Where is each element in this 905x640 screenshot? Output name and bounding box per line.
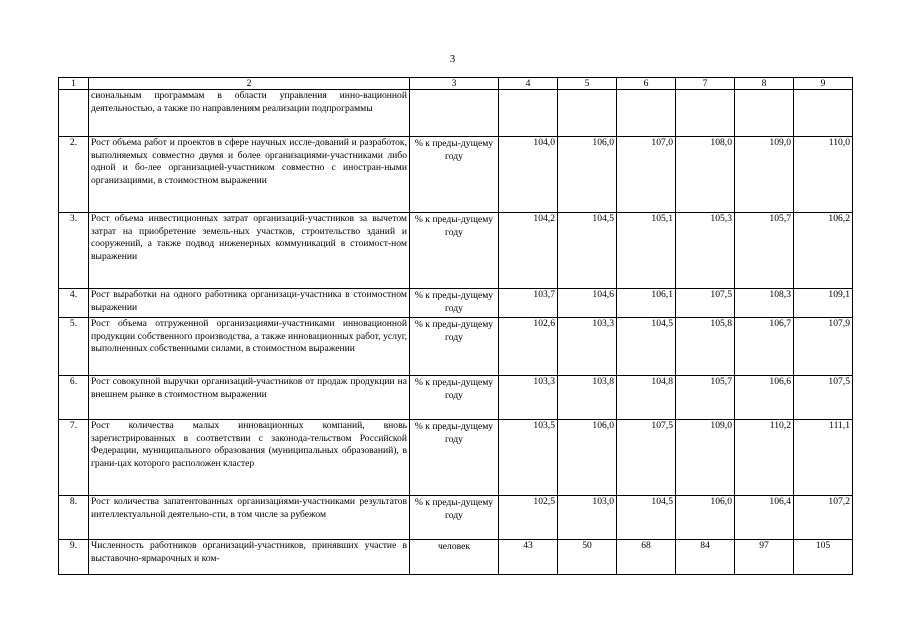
indicator-value: 68 (617, 540, 676, 575)
indicator-value: 107,0 (617, 137, 676, 213)
indicator-value (558, 90, 617, 137)
table-row (59, 289, 853, 318)
indicator-value: 103,0 (558, 496, 617, 540)
indicator-name: Рост выработки на одного работника организаци-участника в стоимостном выражении (89, 289, 410, 318)
column-number: 8 (735, 78, 794, 90)
indicator-value: 106,0 (558, 420, 617, 496)
indicator-value: 50 (558, 540, 617, 575)
table-row (59, 318, 853, 376)
column-number: 3 (410, 78, 499, 90)
column-number: 9 (794, 78, 853, 90)
indicator-value: 106,4 (735, 496, 794, 540)
indicator-value: 105,3 (676, 213, 735, 289)
table-row (59, 90, 853, 137)
indicator-value: 107,5 (676, 289, 735, 318)
indicator-name: сиональным программам в области управления инно-вационной деятельностью, а также по направлениям реализации подпрограммы (89, 90, 410, 137)
column-number-row (59, 78, 853, 90)
indicator-value: 106,6 (735, 376, 794, 420)
indicator-value: 108,0 (676, 137, 735, 213)
indicator-value: 105,1 (617, 213, 676, 289)
indicator-value: 104,2 (499, 213, 558, 289)
indicator-value: 107,5 (794, 376, 853, 420)
column-number: 6 (617, 78, 676, 90)
indicator-value (735, 90, 794, 137)
unit-of-measure: человек (410, 540, 499, 575)
indicator-value: 105 (794, 540, 853, 575)
page-number: 3 (449, 53, 456, 65)
unit-of-measure: % к преды-дущему году (410, 137, 499, 213)
column-number: 5 (558, 78, 617, 90)
indicator-value: 108,3 (735, 289, 794, 318)
indicator-value: 107,2 (794, 496, 853, 540)
unit-of-measure: % к преды-дущему году (410, 496, 499, 540)
row-number: 5. (59, 318, 89, 376)
indicator-value: 105,7 (735, 213, 794, 289)
indicators-table (58, 77, 853, 575)
indicator-name: Рост количества запатентованных организациями-участниками результатов интеллектуальной деятельно-сти, в том числе за рубежом (89, 496, 410, 540)
column-number: 4 (499, 78, 558, 90)
unit-of-measure: % к преды-дущему году (410, 376, 499, 420)
indicator-name: Рост совокупной выручки организаций-участников от продаж продукции на внешнем рынке в стоимостном выражении (89, 376, 410, 420)
table-row (59, 420, 853, 496)
indicator-value: 104,5 (617, 318, 676, 376)
column-number: 1 (59, 78, 89, 90)
unit-of-measure: % к преды-дущему году (410, 213, 499, 289)
indicator-value: 103,3 (558, 318, 617, 376)
table-row (59, 540, 853, 575)
indicator-value: 109,0 (735, 137, 794, 213)
row-number: 9. (59, 540, 89, 575)
table-row (59, 213, 853, 289)
indicator-name: Численность работников организаций-участников, принявших участие в выставочно-ярмарочных и ком- (89, 540, 410, 575)
indicator-value: 106,0 (676, 496, 735, 540)
indicator-value: 104,8 (617, 376, 676, 420)
indicator-value: 105,7 (676, 376, 735, 420)
indicator-value: 106,1 (617, 289, 676, 318)
indicator-name: Рост объема отгруженной организациями-участниками инновационной продукции собственного производства, а также инновационных работ, услуг, выполненных собственными силами, в стоимостном выражении (89, 318, 410, 376)
indicator-value: 107,5 (617, 420, 676, 496)
indicator-value (617, 90, 676, 137)
indicator-value (499, 90, 558, 137)
indicator-value: 102,6 (499, 318, 558, 376)
table-row (59, 137, 853, 213)
indicator-value: 43 (499, 540, 558, 575)
indicator-value: 84 (676, 540, 735, 575)
indicator-value: 106,7 (735, 318, 794, 376)
indicator-value (676, 90, 735, 137)
indicator-value: 104,0 (499, 137, 558, 213)
column-number: 2 (89, 78, 410, 90)
table-row (59, 496, 853, 540)
indicator-value: 104,5 (558, 213, 617, 289)
row-number (59, 90, 89, 137)
indicator-name: Рост объема работ и проектов в сфере научных иссле-дований и разработок, выполняемых совместно двумя и более организациями-участниками либо одной и бо-лее организацией-участником совместно с иностран-ными организациями, в стоимостном выражении (89, 137, 410, 213)
row-number: 7. (59, 420, 89, 496)
indicator-value: 110,0 (794, 137, 853, 213)
indicator-value: 111,1 (794, 420, 853, 496)
table-row (59, 376, 853, 420)
unit-of-measure: % к преды-дущему году (410, 289, 499, 318)
row-number: 8. (59, 496, 89, 540)
indicator-name: Рост количества малых инновационных компаний, вновь зарегистрированных в соответствии с законода-тельством Российской Федерации, муниципального образования (муниципальных образований), в грани-цах которого расположен кластер (89, 420, 410, 496)
indicator-name: Рост объема инвестиционных затрат организаций-участников за вычетом затрат на приобретение земель-ных участков, строительство зданий и сооружений, а также подвод инженерных коммуникаций в стоимост-ном выражении (89, 213, 410, 289)
indicator-value: 103,7 (499, 289, 558, 318)
indicator-value: 103,8 (558, 376, 617, 420)
indicator-value: 109,0 (676, 420, 735, 496)
unit-of-measure: % к преды-дущему году (410, 318, 499, 376)
indicator-value: 103,5 (499, 420, 558, 496)
indicator-value: 104,6 (558, 289, 617, 318)
indicator-value: 106,2 (794, 213, 853, 289)
indicator-value: 110,2 (735, 420, 794, 496)
indicator-value: 97 (735, 540, 794, 575)
row-number: 4. (59, 289, 89, 318)
indicator-value: 106,0 (558, 137, 617, 213)
column-number: 7 (676, 78, 735, 90)
indicator-value: 105,8 (676, 318, 735, 376)
row-number: 2. (59, 137, 89, 213)
row-number: 6. (59, 376, 89, 420)
indicator-value: 103,3 (499, 376, 558, 420)
indicator-value: 104,5 (617, 496, 676, 540)
indicator-value (794, 90, 853, 137)
indicator-value: 102,5 (499, 496, 558, 540)
unit-of-measure: % к преды-дущему году (410, 420, 499, 496)
indicator-value: 107,9 (794, 318, 853, 376)
unit-of-measure (410, 90, 499, 137)
row-number: 3. (59, 213, 89, 289)
indicator-value: 109,1 (794, 289, 853, 318)
